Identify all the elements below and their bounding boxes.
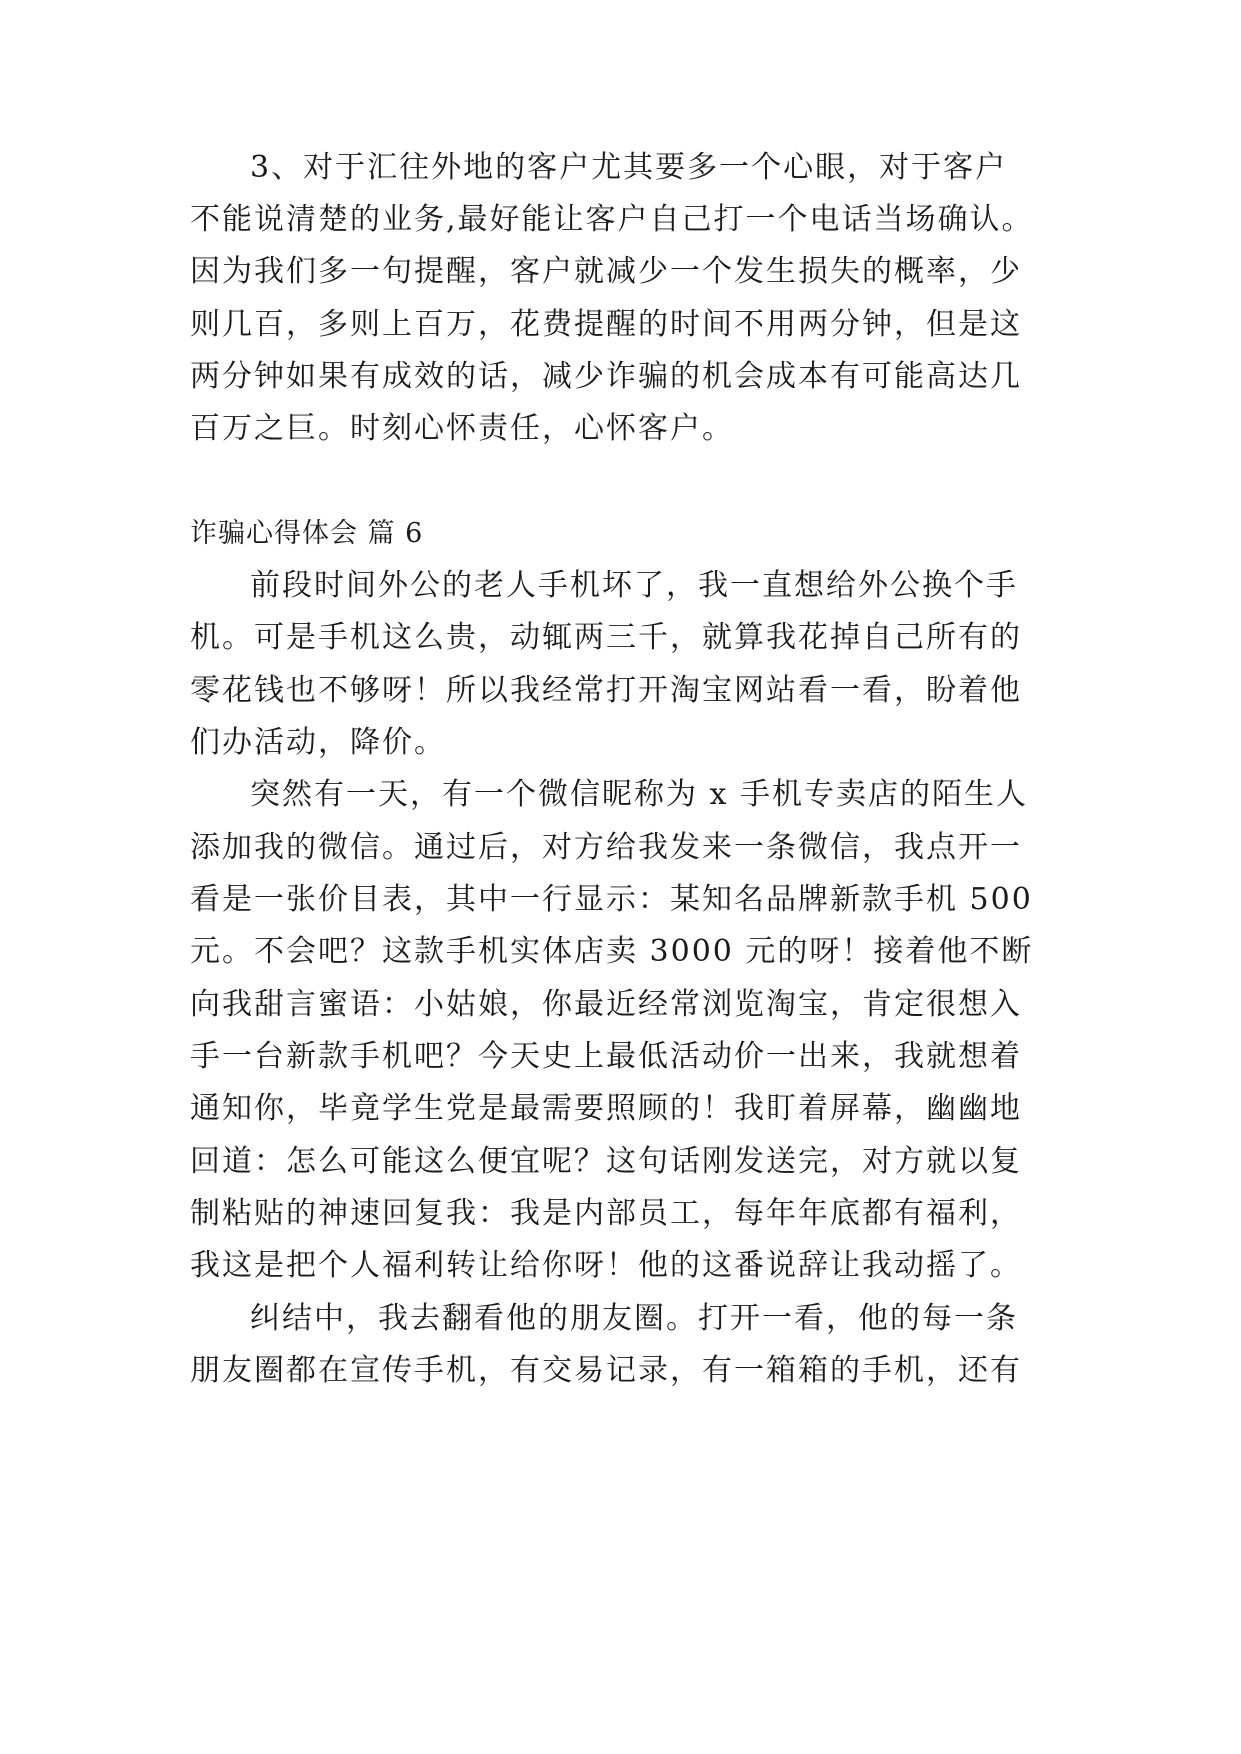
paragraph-line: 向我甜言蜜语：小姑娘，你最近经常浏览淘宝，肯定很想入 <box>190 987 1022 1022</box>
paragraph-line: 我这是把个人福利转让给你呀！他的这番说辞让我动摇了。 <box>190 1248 1022 1283</box>
paragraph-line: 看是一张价目表，其中一行显示：某知名品牌新款手机 500 <box>190 882 1033 917</box>
paragraph-line: 不能说清楚的业务,最好能让客户自己打一个电话当场确认。 <box>190 202 1034 237</box>
paragraph-line: 朋友圈都在宣传手机，有交易记录，有一箱箱的手机，还有 <box>190 1353 1022 1388</box>
paragraph-line: 百万之巨。时刻心怀责任，心怀客户。 <box>190 411 734 446</box>
paragraph-line: 通知你，毕竟学生党是最需要照顾的！我盯着屏幕，幽幽地 <box>190 1091 1022 1126</box>
paragraph-line: 零花钱也不够呀！所以我经常打开淘宝网站看一看，盼着他 <box>190 673 1022 708</box>
paragraph-line: 手一台新款手机吧？今天史上最低活动价一出来，我就想着 <box>190 1039 1022 1074</box>
paragraph-line: 回道：怎么可能这么便宜呢？这句话刚发送完，对方就以复 <box>190 1144 1022 1179</box>
paragraph-line: 制粘贴的神速回复我：我是内部员工，每年年底都有福利， <box>190 1196 1022 1231</box>
paragraph-line: 纠结中，我去翻看他的朋友圈。打开一看，他的每一条 <box>250 1301 1018 1336</box>
paragraph-line: 3、对于汇往外地的客户尤其要多一个心眼，对于客户 <box>250 150 1008 185</box>
paragraph-line: 元。不会吧？这款手机实体店卖 3000 元的呀！接着他不断 <box>190 934 1034 969</box>
paragraph-line: 前段时间外公的老人手机坏了，我一直想给外公换个手 <box>250 568 1018 603</box>
paragraph-line: 因为我们多一句提醒，客户就减少一个发生损失的概率，少 <box>190 254 1022 289</box>
paragraph-line: 机。可是手机这么贵，动辄两三千，就算我花掉自己所有的 <box>190 620 1022 655</box>
paragraph-line: 突然有一天，有一个微信昵称为 x 手机专卖店的陌生人 <box>250 777 1028 812</box>
section-heading: 诈骗心得体会 篇 6 <box>190 518 424 549</box>
paragraph-line: 则几百，多则上百万，花费提醒的时间不用两分钟，但是这 <box>190 307 1022 342</box>
paragraph-line: 添加我的微信。通过后，对方给我发来一条微信，我点开一 <box>190 830 1022 865</box>
paragraph-line: 两分钟如果有成效的话，减少诈骗的机会成本有可能高达几 <box>190 359 1022 394</box>
paragraph-line: 们办活动，降价。 <box>190 725 446 760</box>
